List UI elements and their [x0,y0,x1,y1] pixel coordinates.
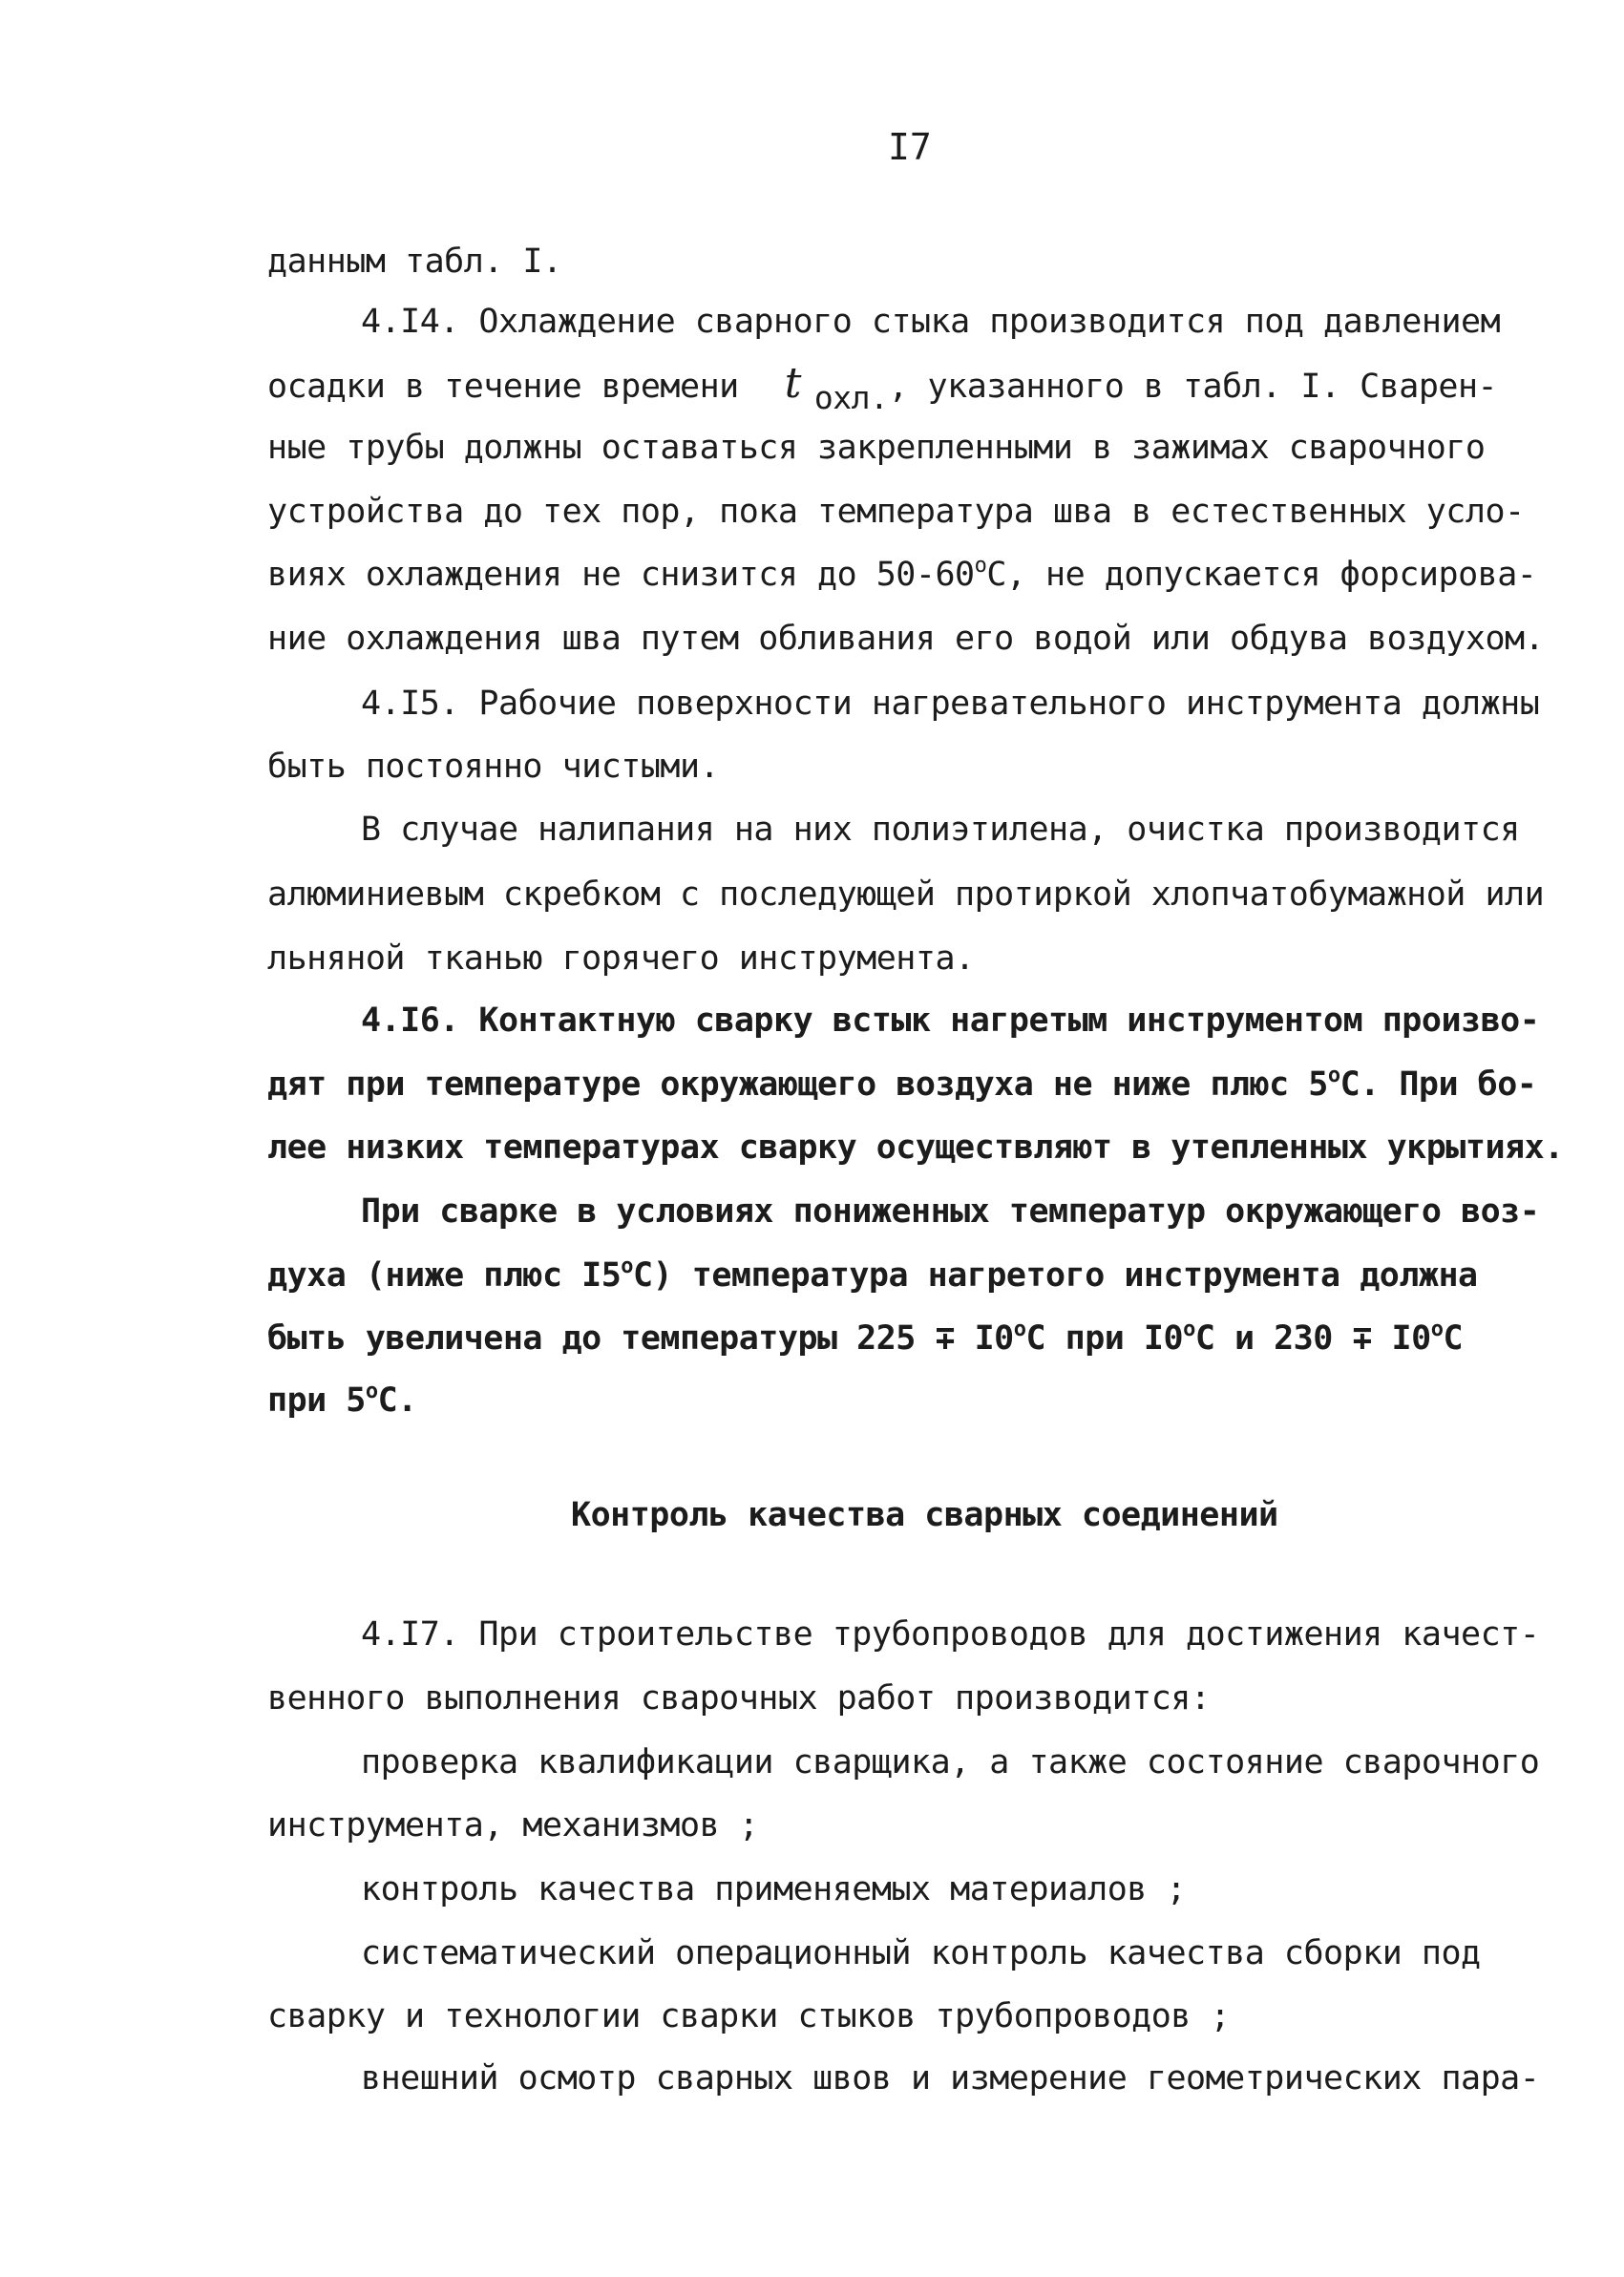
text-line: ние охлаждения шва путем обливания его водой или обдува воздухом. [267,620,1545,658]
time-subscript: охл. [813,379,889,416]
text-line: контроль качества применяемых материалов ; [361,1870,1187,1908]
degree-sign: o [974,554,987,578]
text-line: 4.I5. Рабочие поверхности нагревательного инструмента должны [361,685,1540,723]
degree-sign: o [1327,1064,1340,1087]
text-segment: духа (ниже плюс I5 [267,1256,622,1295]
text-segment: при 5 [267,1381,366,1420]
text-segment: C при I0 [1025,1319,1184,1358]
text-line: 4.I7. При строительстве трубопроводов для достижения качест- [361,1615,1540,1654]
text-segment: быть увеличена до температуры 225 ∓ I0 [267,1319,1014,1358]
text-line: При сварке в условиях пониженных температур окружающего воз- [361,1192,1540,1231]
page-number: I7 [888,126,932,168]
text-line: В случае налипания на них полиэтилена, очистка производится [361,811,1520,849]
text-line [267,359,1498,416]
text-segment: C [1443,1319,1464,1358]
text-line: внешний осмотр сварных швов и измерение геометрических пара- [361,2059,1540,2098]
text-line: проверка квалификации сварщика, а также состояние сварочного [361,1743,1540,1782]
text-line: сварку и технологии сварки стыков трубопроводов ; [267,1997,1231,2035]
text-line: данным табл. I. [267,242,562,281]
text-line: быть постоянно чистыми. [267,748,720,786]
text-segment: виях охлаждения не снизится до 50-60 [267,556,975,594]
text-segment: C, не допускается форсирова- [986,556,1537,594]
text-line: инструмента, механизмов ; [267,1806,759,1845]
text-line: систематический операционный контроль качества сборки под [361,1934,1481,1972]
text-line [267,1378,417,1423]
text-line [267,1062,1536,1107]
text-line: лее низких температурах сварку осуществляют в утепленных укрытиях. [267,1128,1564,1167]
text-segment: C) температура нагретого инструмента должна [633,1256,1478,1295]
text-line: 4.I4. Охлаждение сварного стыка производится под давлением [361,303,1501,341]
degree-sign: o [1013,1318,1026,1341]
text-line: 4.I6. Контактную сварку встык нагретым инструментом произво- [361,1001,1540,1040]
text-segment: , указанного в табл. I. Сварен- [888,368,1498,406]
text-line [267,1253,1478,1298]
text-segment: осадки в течение времени [267,368,739,406]
text-segment: C. [377,1381,417,1420]
text-line: алюминиевым скребком с последующей протиркой хлопчатобумажной или [267,875,1545,914]
time-variable: t [784,359,801,408]
text-line: ные трубы должны оставаться закрепленными в зажимах сварочного [267,429,1486,467]
text-line: устройства до тех пор, пока температура шва в естественных усло- [267,493,1525,531]
degree-sign: o [365,1380,378,1403]
text-line: венного выполнения сварочных работ производится: [267,1679,1211,1718]
text-segment: C и 230 ∓ I0 [1194,1319,1431,1358]
text-line [267,552,1536,598]
section-heading: Контроль качества сварных соединений [571,1496,1278,1534]
text-segment: C. При бо- [1339,1065,1537,1104]
text-line: льняной тканью горячего инструмента. [267,939,975,978]
text-segment: дят при температуре окружающего воздуха не ниже плюс 5 [267,1065,1328,1104]
degree-sign: o [1183,1318,1195,1341]
degree-sign: o [1430,1318,1444,1341]
degree-sign: o [621,1254,634,1278]
text-line [267,1316,1463,1361]
